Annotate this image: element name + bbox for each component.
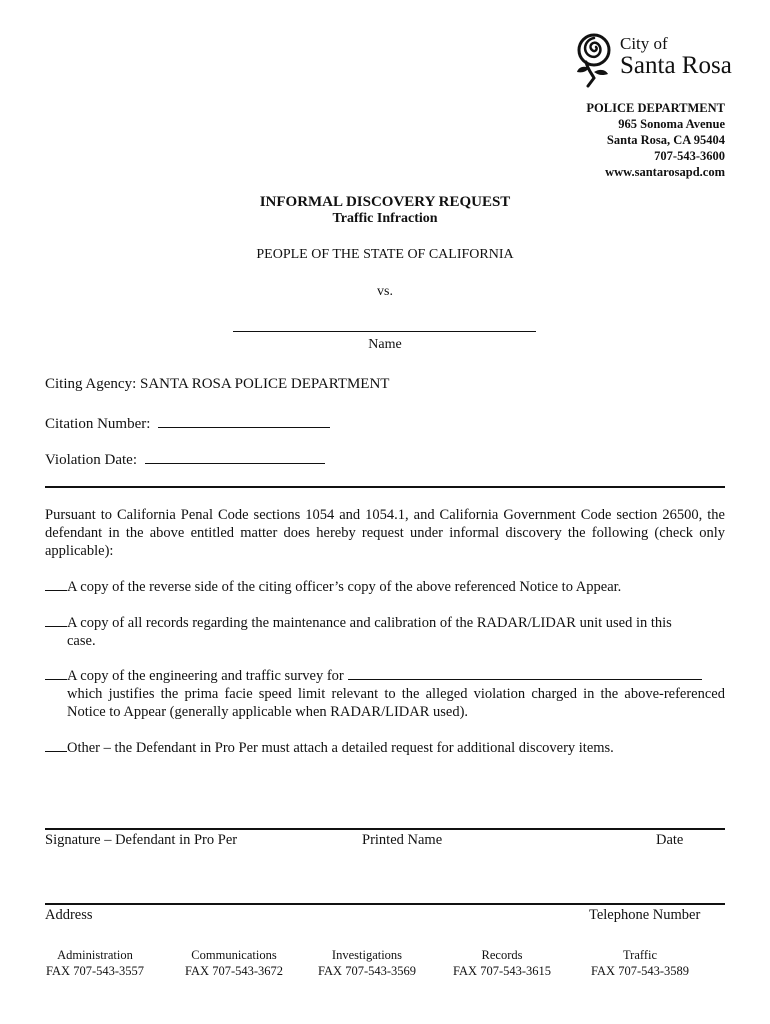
item-text: A copy of the reverse side of the citing officer’s copy of the above referenced Notice to Appear. <box>67 579 622 595</box>
city-logo <box>574 30 734 90</box>
department-website: www.santarosapd.com <box>605 165 725 179</box>
item-text: A copy of the engineering and traffic survey for <box>67 668 344 684</box>
logo-city-name: Santa Rosa <box>620 52 732 79</box>
signature-label: Signature – Defendant in Pro Per <box>45 832 238 848</box>
fax-traffic <box>589 947 691 979</box>
fax-dept: Records <box>481 948 523 962</box>
violation-date-label: Violation Date: <box>45 452 137 468</box>
checkbox-radar-records[interactable] <box>45 614 67 627</box>
request-item-radar-records <box>45 614 725 650</box>
survey-location-field[interactable] <box>348 667 702 680</box>
request-item-traffic-survey <box>45 667 725 721</box>
address-line[interactable] <box>45 903 725 905</box>
telephone-label: Telephone Number <box>589 907 701 923</box>
checkbox-reverse-side[interactable] <box>45 578 67 591</box>
logo-city-of: City of <box>620 34 668 53</box>
citation-number-field[interactable] <box>158 413 330 428</box>
fax-administration <box>45 947 145 979</box>
department-address-block <box>586 100 725 180</box>
plaintiff-caption: PEOPLE OF THE STATE OF CALIFORNIA <box>256 247 514 262</box>
city-state-zip: Santa Rosa, CA 95404 <box>606 133 725 147</box>
citing-agency: Citing Agency: SANTA ROSA POLICE DEPARTMENT <box>45 376 390 392</box>
fax-records <box>451 947 553 979</box>
item-text: Other – the Defendant in Pro Per must attach a detailed request for additional discovery items. <box>67 740 614 756</box>
fax-dept: Investigations <box>331 948 403 962</box>
form-title: INFORMAL DISCOVERY REQUEST <box>259 194 511 210</box>
defendant-name-field[interactable] <box>233 331 536 332</box>
intro-paragraph: Pursuant to California Penal Code sections 1054 and 1054.1, and California Government Code section 26500, the defendant in the above entitled matter does hereby request under informal discovery the following (check only applicable): <box>45 507 725 559</box>
fax-number: FAX 707-543-3557 <box>45 964 145 978</box>
violation-date-field[interactable] <box>145 449 325 464</box>
section-divider <box>45 486 725 488</box>
item-continuation: which justifies the prima facie speed limit relevant to the alleged violation charged in the above-referenced Notice to Appear (generally applicable when RADAR/LIDAR used). <box>67 686 725 720</box>
signature-line[interactable] <box>45 828 725 830</box>
citation-number-label: Citation Number: <box>45 416 151 432</box>
fax-number: FAX 707-543-3569 <box>317 964 417 978</box>
form-subtitle: Traffic Infraction <box>332 211 438 226</box>
department-phone: 707-543-3600 <box>654 149 725 163</box>
violation-date-row <box>45 449 325 469</box>
checkbox-traffic-survey[interactable] <box>45 667 67 680</box>
address-label: Address <box>45 907 93 923</box>
fax-number: FAX 707-543-3615 <box>452 964 552 978</box>
item-continuation: case. <box>67 633 96 649</box>
fax-number: FAX 707-543-3589 <box>590 964 690 978</box>
street-address: 965 Sonoma Avenue <box>618 117 725 131</box>
fax-number: FAX 707-543-3672 <box>184 964 284 978</box>
versus-label: vs. <box>377 284 393 299</box>
fax-communications <box>183 947 285 979</box>
checkbox-other[interactable] <box>45 739 67 752</box>
fax-dept: Administration <box>57 948 133 962</box>
name-label: Name <box>368 337 402 352</box>
request-item-other <box>45 739 725 757</box>
request-item-reverse-side <box>45 578 725 596</box>
fax-investigations <box>316 947 418 979</box>
item-text: A copy of all records regarding the maintenance and calibration of the RADAR/LIDAR unit used in this <box>67 615 672 631</box>
fax-dept: Communications <box>191 948 277 962</box>
rose-icon <box>574 32 614 88</box>
citation-number-row <box>45 413 330 433</box>
date-label: Date <box>656 832 684 848</box>
fax-dept: Traffic <box>622 948 658 962</box>
printed-name-label: Printed Name <box>362 832 443 848</box>
department-name: POLICE DEPARTMENT <box>586 101 725 115</box>
